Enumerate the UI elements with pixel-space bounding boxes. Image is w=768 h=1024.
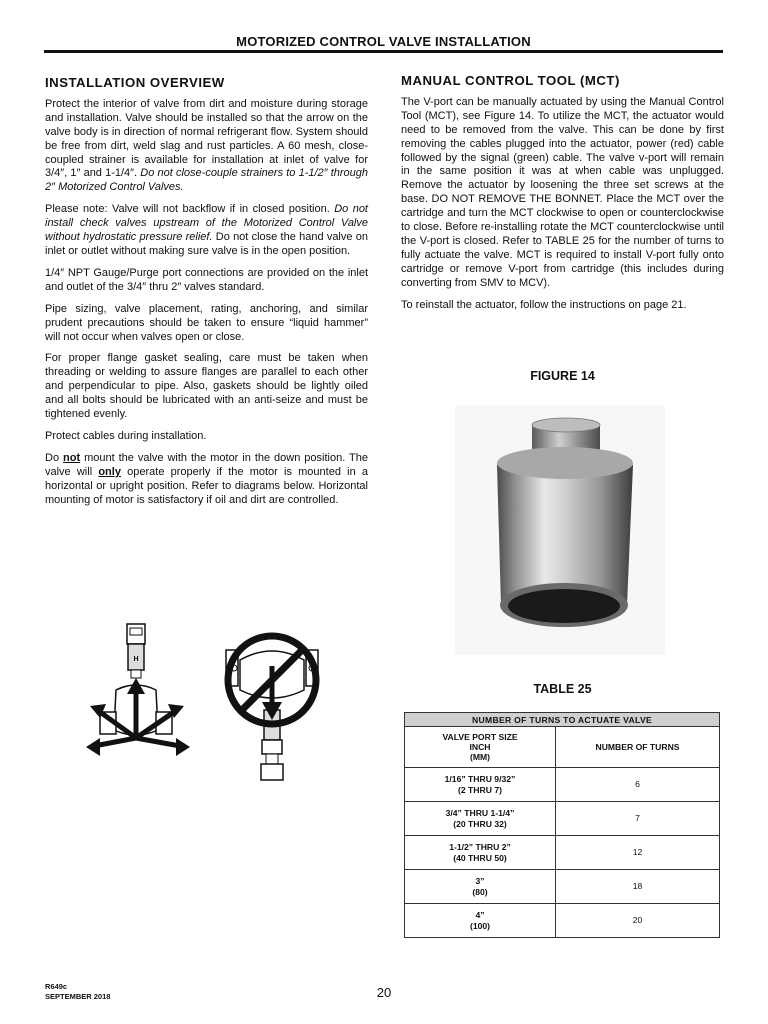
page-number: 20	[376, 985, 392, 1000]
installation-overview-heading: INSTALLATION OVERVIEW	[45, 75, 225, 90]
turns-cell: 20	[556, 904, 720, 938]
paragraph-backflow-note: Please note: Valve will not backflow if in closed position. Do not install check valves upstream of the Motorized Control Valve without hydrostatic pressure relief. Do not close the hand valve on inlet or outlet without making sure valve is in the open position.	[45, 203, 368, 257]
port-size-cell: 1/16” THRU 9/32” (2 THRU 7)	[405, 768, 556, 802]
paragraph-gauge-ports: 1/4″ NPT Gauge/Purge port connections are provided on the inlet and outlet of the 3/4″ thru 2″ valves standard.	[45, 266, 368, 293]
figure-14-title: FIGURE 14	[530, 369, 595, 383]
table-25-title: TABLE 25	[533, 682, 592, 696]
valve-upright-mounting-diagram	[86, 620, 206, 765]
document-id: R649c	[45, 982, 68, 991]
paragraph-reinstall-actuator: To reinstall the actuator, follow the instructions on page 21.	[401, 298, 687, 311]
table-row	[405, 802, 720, 836]
valve-port-size-header: VALVE PORT SIZE INCH (MM)	[405, 727, 556, 768]
port-size-cell: 3” (80)	[405, 870, 556, 904]
table-row	[405, 904, 720, 938]
table-span-header: NUMBER OF TURNS TO ACTUATE VALVE	[405, 713, 720, 727]
number-of-turns-header: NUMBER OF TURNS	[556, 727, 720, 768]
table-row	[405, 836, 720, 870]
paragraph-pipe-sizing: Pipe sizing, valve placement, rating, anchoring, and similar prudent precautions should be taken to ensure “liquid hammer” will not occur when valves open or close.	[45, 302, 368, 343]
turns-cell: 7	[556, 802, 720, 836]
paragraph-motor-mounting: Do not mount the valve with the motor in the down position. The valve will only operate properly if the motor is mounted in a horizontal or upright position. Refer to diagrams below. Horizontal mounting of motor is satisfactory if oil and dirt are controlled.	[45, 451, 368, 506]
paragraph-protect-cables: Protect cables during installation.	[45, 429, 207, 442]
table-row	[405, 870, 720, 904]
paragraph-protect-interior: Protect the interior of valve from dirt and moisture during storage and installation. Valve should be installed so that the arrow on the valve body is in direction of normal refrigerant flow. System should be free from dirt, weld slag and rust particles. A 60 mesh, close-coupled strainer is available for installation at inlet of valve for 3/4″, 1″ and 1-1/4″. Do not close-couple strainers to 1-1/2″ through 2″ Motorized Control Valves.	[45, 97, 368, 194]
port-size-cell: 1-1/2” THRU 2” (40 THRU 50)	[405, 836, 556, 870]
svg-text:H: H	[133, 656, 139, 663]
paragraph-flange-gasket: For proper flange gasket sealing, care must be taken when threading or welding to assure flanges are parallel to each other and perpendicular to pipe. Also, gaskets should be lightly oiled and all bolts should be lubricated with an anti-seize and must be tightened evenly.	[45, 352, 368, 421]
document-date: SEPTEMBER 2018	[45, 992, 111, 1001]
mct-heading: MANUAL CONTROL TOOL (MCT)	[401, 73, 620, 88]
port-size-cell: 3/4” THRU 1-1/4” (20 THRU 32)	[405, 802, 556, 836]
turns-cell: 18	[556, 870, 720, 904]
manual-control-tool-photo	[455, 405, 665, 655]
port-size-cell: 4” (100)	[405, 904, 556, 938]
turns-table	[404, 712, 720, 938]
turns-cell: 12	[556, 836, 720, 870]
paragraph-mct-instructions: The V-port can be manually actuated by using the Manual Control Tool (MCT), see Figure 14. To utilize the MCT, the actuator would need to be removed from the valve. This can be done by first removing the cables plugged into the actuator, power (red) cable followed by the signal (green) cable. The valve v-port will remain in the same position it was at when cable was unplugged. Remove the actuator by loosening the three set screws at the base. DO NOT REMOVE THE BONNET. Place the MCT over the cartridge and turn the MCT clockwise to open or counterclockwise to close. Before re-installing rotate the MCT counterclockwise until the V-port is closed. Refer to TABLE 25 for the number of turns to fully actuate the valve. MCT is required to install V-port fully onto cartridge or remove V-port from cartridge (this includes during converting from SMV to MCV).	[401, 95, 724, 289]
turns-cell: 6	[556, 768, 720, 802]
valve-motor-down-prohibited-diagram	[218, 630, 328, 782]
installation-overview-section	[45, 76, 368, 515]
table-row	[405, 768, 720, 802]
manual-control-tool-section	[401, 74, 724, 321]
header-rule	[44, 50, 723, 53]
page-header-title: MOTORIZED CONTROL VALVE INSTALLATION	[236, 34, 531, 49]
